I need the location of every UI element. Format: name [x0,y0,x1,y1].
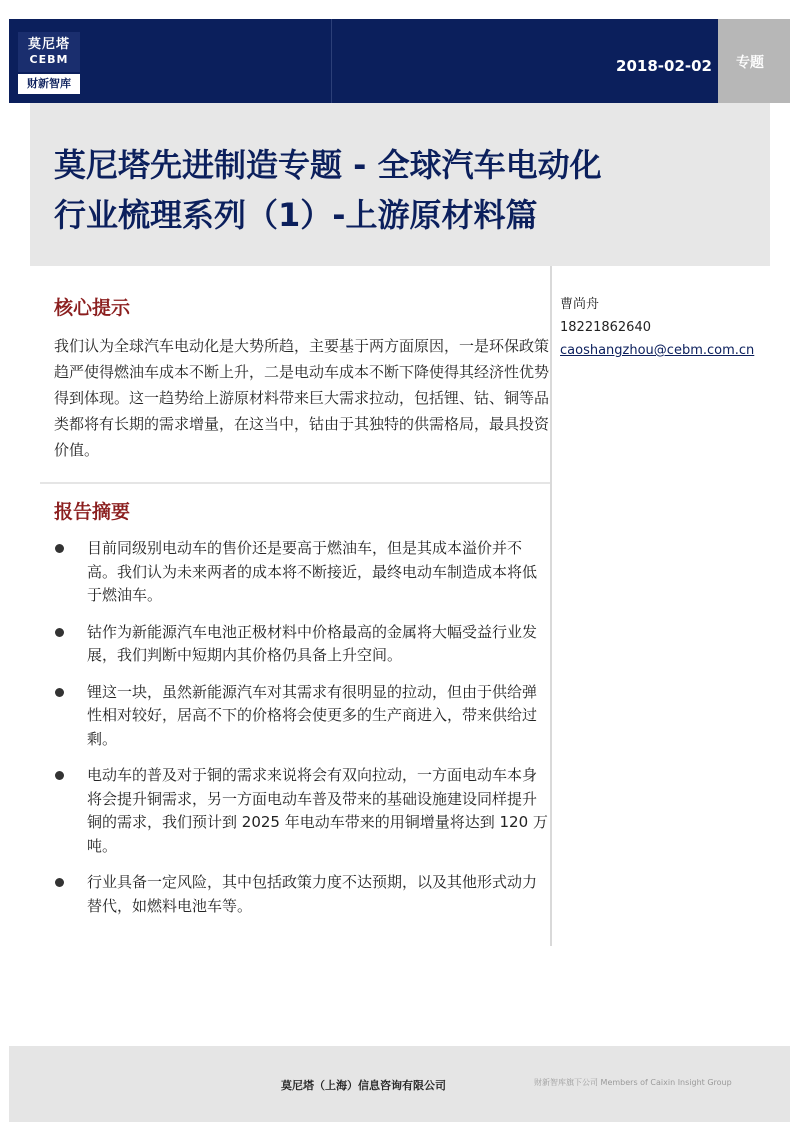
footer-company: 莫尼塔（上海）信息咨询有限公司 [281,1079,446,1092]
bullet-icon [55,544,64,553]
footer-group: 财新智库旗下公司 Members of Caixin Insight Group [534,1078,732,1087]
summary-item-text: 行业具备一定风险，其中包括政策力度不达预期，以及其他形式动力替代，如燃料电池车等。 [87,873,538,915]
core-heading: 核心提示 [54,297,131,319]
logo-mark [18,32,80,72]
summary-item-text: 钴作为新能源汽车电池正极材料中价格最高的金属将大幅受益行业发展，我们判断中短期内其价格仍具备上升空间。 [87,622,538,664]
summary-heading: 报告摘要 [54,501,131,523]
summary-item [54,681,549,752]
bullet-icon [55,771,64,780]
bullet-icon [55,878,64,887]
report-date: 2018-02-02 [616,57,712,75]
report-title-line-1: 莫尼塔先进制造专题 - 全球汽车电动化 [54,146,602,184]
summary-item [54,537,549,608]
report-type-label: 专题 [736,55,764,71]
author-name: 曹尚舟 [560,297,600,312]
summary-item-text: 目前同级别电动车的售价还是要高于燃油车，但是其成本溢价并不高。我们认为未来两者的成本将不断接近，最终电动车制造成本将低于燃油车。 [87,539,538,604]
logo-cn-text: 莫尼塔 [27,37,70,52]
company-logo [18,32,80,94]
summary-item [54,871,549,918]
author-email-link[interactable]: caoshangzhou@cebm.com.cn [560,343,755,358]
logo-en-text: CEBM [29,53,69,66]
summary-item-text: 电动车的普及对于铜的需求来说将会有双向拉动，一方面电动车本身将会提升铜需求，另一方面电动车普及带来的基础设施建设同样提升铜的需求，我们预计到 2025 年电动车带来的用铜增量将达到 120 万吨。 [87,766,548,855]
footer [9,1046,790,1122]
summary-item [54,764,549,858]
author-phone: 18221862640 [560,320,651,335]
summary-list [54,537,549,931]
column-divider [550,266,552,946]
section-divider [40,482,550,484]
logo-sub-text: 财新智库 [18,74,80,94]
bullet-icon [55,628,64,637]
report-type-tag [718,19,790,103]
report-title-line-2: 行业梳理系列（1）-上游原材料篇 [54,196,538,234]
summary-item [54,621,549,668]
author-info [560,293,754,362]
summary-item-text: 锂这一块，虽然新能源汽车对其需求有很明显的拉动，但由于供给弹性相对较好，居高不下的价格将会使更多的生产商进入，带来供给过剩。 [87,682,538,748]
core-paragraph: 我们认为全球汽车电动化是大势所趋，主要基于两方面原因，一是环保政策趋严使得燃油车成本不断上升，二是电动车成本不断下降使得其经济性优势得到体现。这一趋势给上游原材料带来巨大需求拉动，包括锂、钴、铜等品类都将有长期的需求增量，在这当中，钴由于其独特的供需格局，最具投资价值。 [54,337,550,459]
bullet-icon [55,688,64,697]
